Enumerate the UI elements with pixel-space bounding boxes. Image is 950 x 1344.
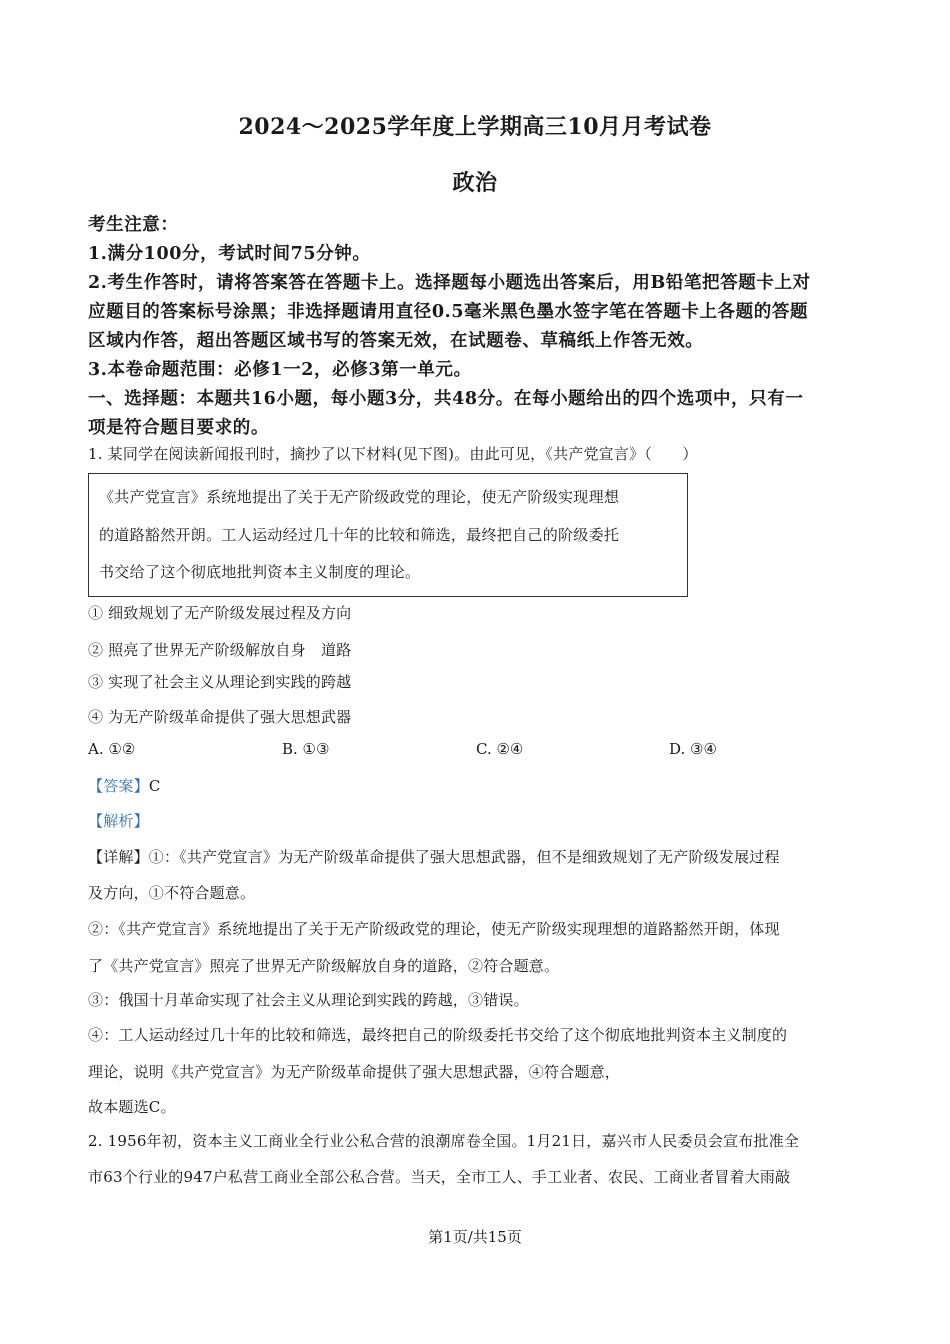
answer-line — [88, 775, 161, 796]
detail-line: ③：俄国十月革命实现了社会主义从理论到实践的跨越，③错误。 — [88, 991, 529, 1009]
detail-line: 及方向，①不符合题意。 — [88, 884, 256, 902]
answer-tag: 【答案】 — [88, 777, 149, 795]
section-instruction: 一、选择题：本题共16小题，每小题3分，共48分。在每小题给出的四个选项中，只有一 — [88, 389, 804, 409]
exam-title: 2024～2025学年度上学期高三10月月考试卷 — [238, 114, 712, 140]
option-b: B. ①③ — [282, 740, 330, 758]
exam-subject: 政治 — [452, 170, 498, 196]
statement: ③ 实现了社会主义从理论到实践的跨越 — [88, 673, 352, 691]
page-number: 第1页/共15页 — [428, 1228, 522, 1246]
detail-line: 了《共产党宣言》照亮了世界无产阶级解放自身的道路，②符合题意。 — [88, 957, 560, 975]
detail-line: ②：《共产党宣言》系统地提出了关于无产阶级政党的理论，使无产阶级实现理想的道路豁然开朗，体现 — [88, 920, 780, 938]
quote-box — [88, 473, 688, 597]
question-1-stem: 1. 某同学在阅读新闻报刊时，摘抄了以下材料(见下图)。由此可见，《共产党宣言》（ ） — [88, 445, 698, 463]
detail-line: 故本题选C。 — [88, 1098, 176, 1116]
quote-line: 的道路豁然开朗。工人运动经过几十年的比较和筛选，最终把自己的阶级委托 — [99, 526, 620, 544]
statement: ① 细致规划了无产阶级发展过程及方向 — [88, 604, 352, 622]
notice-item: 2.考生作答时，请将答案答在答题卡上。选择题每小题选出答案后，用B铅笔把答题卡上对 — [88, 273, 811, 293]
detail-line: 理论，说明《共产党宣言》为无产阶级革命提供了强大思想武器，④符合题意， — [88, 1063, 621, 1081]
analysis-tag: 【解析】 — [88, 812, 149, 830]
statement: ② 照亮了世界无产阶级解放自身 道路 — [88, 641, 352, 659]
question-2-line: 2. 1956年初，资本主义工商业全行业公私合营的浪潮席卷全国。1月21日，嘉兴市人民委员会宣布批准全 — [88, 1132, 800, 1150]
notice-heading: 考生注意： — [88, 215, 179, 235]
section-instruction: 项是符合题目要求的。 — [88, 418, 269, 438]
answer-value: C — [148, 777, 161, 795]
notice-item: 3.本卷命题范围：必修1一2，必修3第一单元。 — [88, 360, 472, 380]
option-a: A. ①② — [88, 740, 136, 758]
detail-line: 【详解】①：《共产党宣言》为无产阶级革命提供了强大思想武器，但不是细致规划了无产阶级发展过程 — [88, 848, 780, 866]
option-d: D. ③④ — [669, 740, 717, 758]
statement: ④ 为无产阶级革命提供了强大思想武器 — [88, 708, 352, 726]
notice-item: 1.满分100分，考试时间75分钟。 — [88, 244, 371, 264]
quote-line: 《共产党宣言》系统地提出了关于无产阶级政党的理论，使无产阶级实现理想 — [99, 488, 620, 506]
question-2-line: 市63个行业的947户私营工商业全部公私合营。当天，全市工人、手工业者、农民、工商业者冒着大雨敲 — [88, 1168, 791, 1186]
notice-item: 应题目的答案标号涂黑；非选择题请用直径0.5毫米黑色墨水签字笔在答题卡上各题的答题 — [88, 302, 809, 322]
quote-line: 书交给了这个彻底地批判资本主义制度的理论。 — [99, 563, 421, 581]
notice-item: 区域内作答，超出答题区域书写的答案无效，在试题卷、草稿纸上作答无效。 — [88, 331, 704, 351]
option-c: C. ②④ — [476, 740, 524, 758]
detail-line: ④：工人运动经过几十年的比较和筛选，最终把自己的阶级委托书交给了这个彻底地批判资本主义制度的 — [88, 1026, 788, 1044]
